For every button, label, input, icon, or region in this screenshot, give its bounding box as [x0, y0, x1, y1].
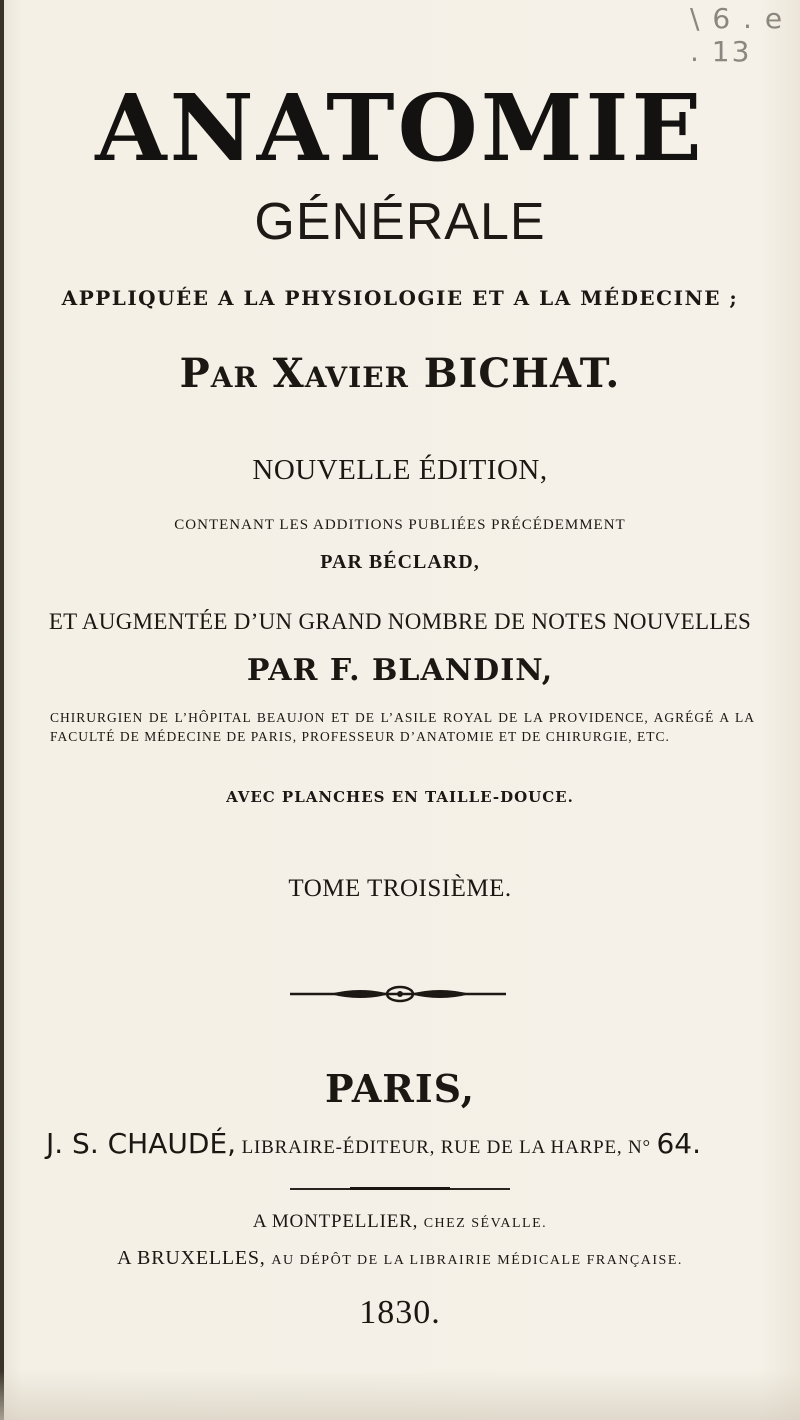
bruxelles-city: A BRUXELLES, [117, 1247, 266, 1269]
imprint-year: 1830. [359, 1294, 441, 1331]
imprint-rule [290, 1188, 510, 1190]
montpellier-detail: CHEZ SÉVALLE. [423, 1216, 548, 1231]
shelfmark-note: \ 6 . e . 13 [690, 2, 785, 68]
author-first-rest: AVIER [304, 361, 409, 394]
editor-credentials: CHIRURGIEN DE L’HÔPITAL BEAUJON ET DE L’ASILE ROYAL DE LA PROVIDENCE, AGRÉGÉ A LA FACULTÉ DE MÉDECINE DE PARIS, PROFESSEUR D’ANATOMIE ET DE CHIRURGIE, ETC. [50, 710, 755, 744]
plates-note: AVEC PLANCHES EN TAILLE-DOUCE. [226, 788, 574, 806]
edition-by-second: PAR F. BLANDIN, [246, 653, 554, 688]
applied-subtitle: APPLIQUÉE A LA PHYSIOLOGIE ET A LA MÉDECINE ; [61, 286, 739, 310]
edition-label: NOUVELLE ÉDITION, [252, 454, 548, 486]
author-prefix-rest: AR [210, 361, 258, 394]
imprint-bruxelles [0, 1248, 800, 1268]
bruxelles-detail: AU DÉPÔT DE LA LIBRAIRIE MÉDICALE FRANÇAISE. [271, 1253, 683, 1268]
author-prefix-initial: P [179, 350, 211, 397]
title-sub: GÉNÉRALE [254, 193, 546, 251]
imprint-montpellier [0, 1212, 800, 1231]
edition-augmented: ET AUGMENTÉE D’UN GRAND NOMBRE DE NOTES NOUVELLES [48, 609, 752, 634]
page-bottom-shade [0, 1370, 800, 1420]
title-main: ANATOMIE [95, 74, 705, 182]
volume-number: TOME TROISIÈME. [288, 875, 512, 902]
author-surname: BICHAT. [423, 350, 621, 397]
publisher-name: J. S. CHAUDÉ, [46, 1127, 237, 1160]
publisher-number: 64. [656, 1127, 701, 1160]
author-first-initial: X [272, 350, 305, 397]
ornament-rule [0, 983, 800, 1005]
imprint-city: PARIS, [325, 1066, 475, 1111]
edition-contents: CONTENANT LES ADDITIONS PUBLIÉES PRÉCÉDEMMENT [174, 517, 626, 533]
author-line [0, 350, 800, 397]
publisher-detail: LIBRAIRE-ÉDITEUR, RUE DE LA HARPE, N° [241, 1137, 651, 1158]
publisher-line [46, 1127, 766, 1160]
montpellier-city: A MONTPELLIER, [252, 1211, 419, 1232]
edition-by-first: PAR BÉCLARD, [320, 551, 480, 573]
